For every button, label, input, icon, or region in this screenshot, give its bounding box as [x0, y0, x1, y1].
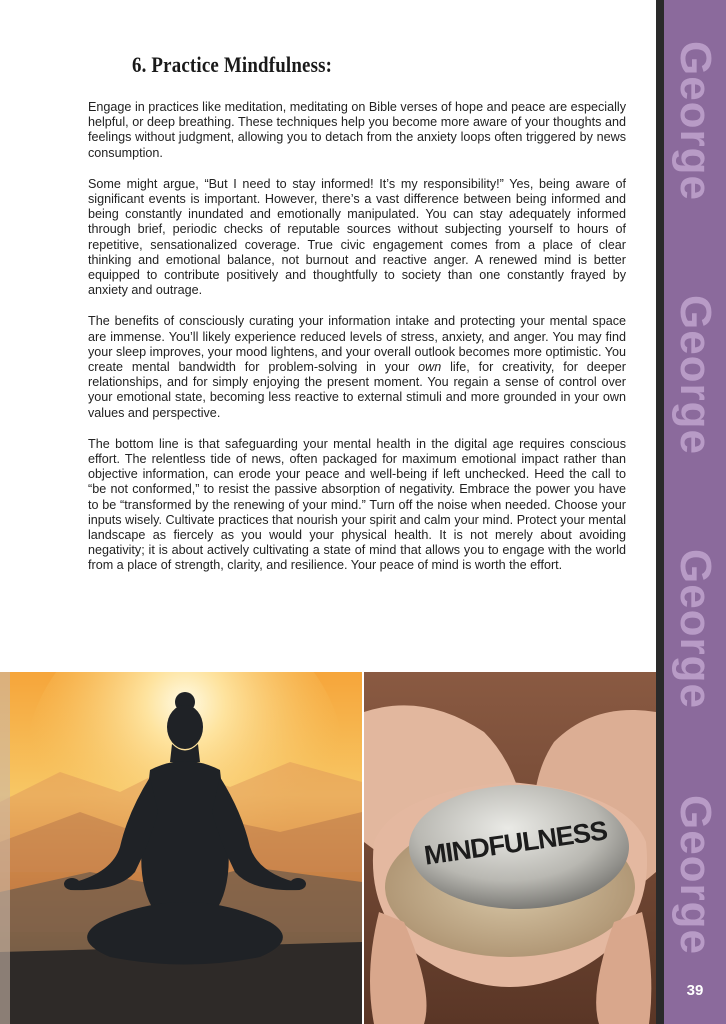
- sidebar-word-text: George: [671, 548, 720, 710]
- paragraph-mindfulness-intro: Engage in practices like meditation, meditating on Bible verses of hope and peace are especially helpful, or deep breathing. These techniques help you become more aware of your thoughts and feelings without judgment, allowing you to detach from the anxiety loops often triggered by news consumption.: [88, 100, 626, 160]
- page-number: 39: [686, 982, 704, 999]
- meditation-photo: [0, 672, 362, 1024]
- sidebar-edge: [656, 0, 664, 1024]
- stone-engraving: MINDFULNESS: [422, 815, 609, 871]
- section-heading: 6. Practice Mindfulness:: [132, 52, 333, 77]
- photo-strip: [0, 672, 656, 1024]
- main-content: [88, 52, 626, 590]
- sidebar-word: [664, 770, 726, 980]
- sidebar-word: [664, 270, 726, 480]
- benefits-text-end: life, for creativity, for deeper relationships, and for simply enjoying the present moment. You regain a sense of control over your emotional state, becoming less reactive to external stimuli and more grounded in your own values and perspective.: [88, 360, 627, 420]
- paragraph-bottom-line: The bottom line is that safeguarding your mental health in the digital age requires conscious effort. The relentless tide of news, often packaged for maximum emotional impact rather than objective information, can erode your peace and well-being if left unchecked. Heed the call to “be not conformed,” to resist the passive absorption of negativity. Embrace the power you have to be “transformed by the renewing of your mind.” Turn off the noise when needed. Choose your inputs wisely. Cultivate practices that nourish your spirit and calm your mind. Protect your mental landscape as fiercely as you would your physical health. It is not merely about avoiding negativity; it is about actively cultivating a state of mind that allows you to engage with the world from a place of strength, clarity, and resilience. Your peace of mind is worth the effort.: [88, 436, 626, 573]
- sidebar-word-text: George: [671, 40, 720, 202]
- sidebar-word-text: George: [671, 294, 720, 456]
- benefits-emphasis: own: [418, 360, 442, 375]
- benefits-text-start: The benefits of consciously curating your information intake and protecting your mental space are immense. You’ll likely experience reduced levels of stress, anxiety, and anger. You may find your sleep improves, your mood lightens, and your overall outlook becomes more optimistic. You create mental bandwidth for problem-solving in your: [88, 314, 626, 375]
- sidebar-word: [664, 524, 726, 734]
- stone-photo: [364, 672, 656, 1024]
- paragraph-stay-informed: Some might argue, “But I need to stay informed! It’s my responsibility!” Yes, being aware of significant events is important. However, there’s a vast difference between being informed and being constantly inundated and emotionally manipulated. You can stay adequately informed through brief, periodic checks of reputable sources without subjecting yourself to hours of repetitive, sensationalized coverage. True civic engagement comes from a place of clear thinking and emotional balance, not burnout and reactive anger. A renewed mind is better equipped to contribute positively and thoughtfully to society than one constantly frayed by anxiety and outrage.: [88, 176, 626, 298]
- paragraph-benefits: [88, 314, 626, 420]
- sidebar-word: [664, 16, 726, 226]
- sidebar-word-text: George: [671, 794, 720, 956]
